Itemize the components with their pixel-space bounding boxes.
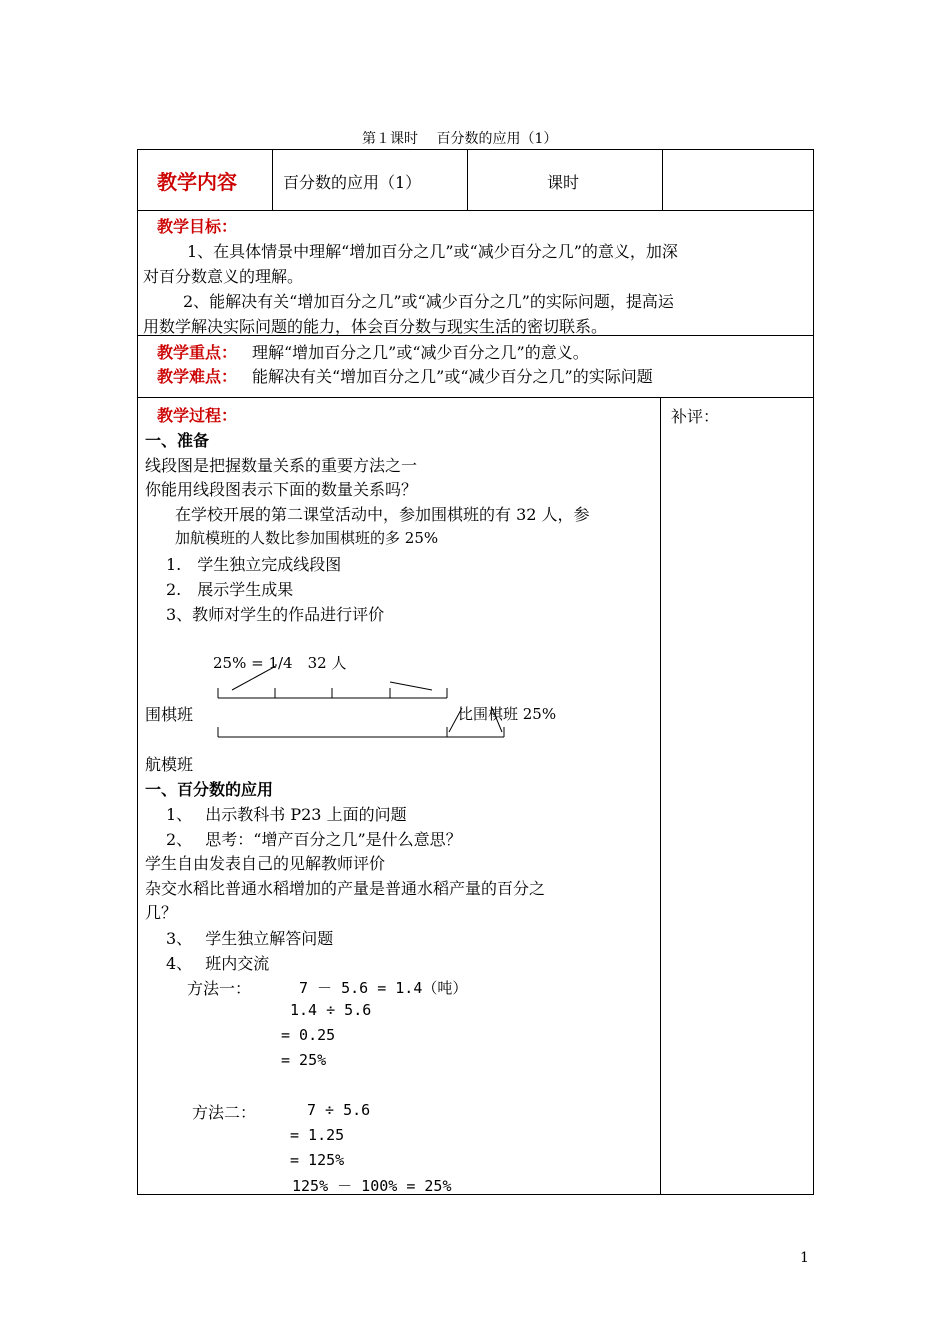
objectives-heading: 教学目标： [157,217,238,236]
method-2-line-4: 125% － 100% = 25% [292,1177,452,1195]
difficulty-text: 能解决有关“增加百分之几”或“减少百分之几”的实际问题 [252,367,653,386]
objective-1-line-2: 对百分数意义的理解。 [143,267,304,286]
method-1-label: 方法一： [187,979,252,998]
focus-text: 理解“增加百分之几”或“减少百分之几”的意义。 [252,343,589,362]
section-1-title: 一、准备 [145,431,210,450]
step-2: 2. 展示学生成果 [166,580,294,599]
process-heading: 教学过程： [157,406,238,425]
method-1-line-3: = 0.25 [281,1026,336,1044]
method-1-line-4: = 25% [281,1051,327,1069]
section-2-step-4: 4、 班内交流 [166,954,270,973]
lesson-title: 百分数的应用（1） [283,173,422,192]
objective-2-line-2: 用数学解决实际问题的能力，体会百分数与现实生活的密切联系。 [143,317,608,336]
problem-line-1: 在学校开展的第二课堂活动中，参加围棋班的有 32 人，参 [175,505,590,524]
problem-line-2: 加航模班的人数比参加围棋班的多 25% [175,529,439,547]
section-2-step-2: 2、 思考：“增产百分之几”是什么意思？ [166,830,462,849]
objective-1-line-1: 1、在具体情景中理解“增加百分之几”或“减少百分之几”的意义，加深 [187,242,678,261]
section-1-line-2: 你能用线段图表示下面的数量关系吗？ [145,480,418,499]
method-2-line-3: = 125% [290,1151,345,1169]
section-2-step-3: 3、 学生独立解答问题 [166,929,334,948]
method-2-line-1: 7 ÷ 5.6 [307,1101,371,1119]
comment-label: 补评： [671,407,720,426]
section-2-line-2: 杂交水稻比普通水稻增加的产量是普通水稻产量的百分之 [145,879,546,898]
compare-label: 比围棋班 25% [458,705,557,723]
difficulty-label: 教学难点： [157,367,238,386]
section-1-line-1: 线段图是把握数量关系的重要方法之一 [145,456,418,475]
section-2-title: 一、百分数的应用 [145,780,274,799]
objective-2-line-1: 2、能解决有关“增加百分之几”或“减少百分之几”的实际问题，提高运 [183,292,674,311]
method-1-line-2: 1.4 ÷ 5.6 [290,1001,372,1019]
focus-label: 教学重点： [157,343,238,362]
period-label: 课时 [547,173,580,192]
page-title: 第１课时 百分数的应用（1） [362,131,558,147]
method-1-line-1: 7 － 5.6 = 1.4（吨） [299,979,468,997]
aero-class-label: 航模班 [145,755,194,774]
method-2-line-2: = 1.25 [290,1126,345,1144]
step-1: 1. 学生独立完成线段图 [166,555,342,574]
section-2-line-3: 几？ [145,903,178,922]
page-number: 1 [800,1250,809,1266]
diagram-top-label: 25% = 1/4 32 人 [213,654,347,672]
step-3: 3、教师对学生的作品进行评价 [166,605,385,624]
content-label: 教学内容 [157,170,237,194]
method-2-label: 方法二： [192,1103,257,1122]
section-2-step-1: 1、 出示教科书 P23 上面的问题 [166,805,407,824]
section-2-line-1: 学生自由发表自己的见解教师评价 [145,854,386,873]
go-class-label: 围棋班 [145,705,194,724]
